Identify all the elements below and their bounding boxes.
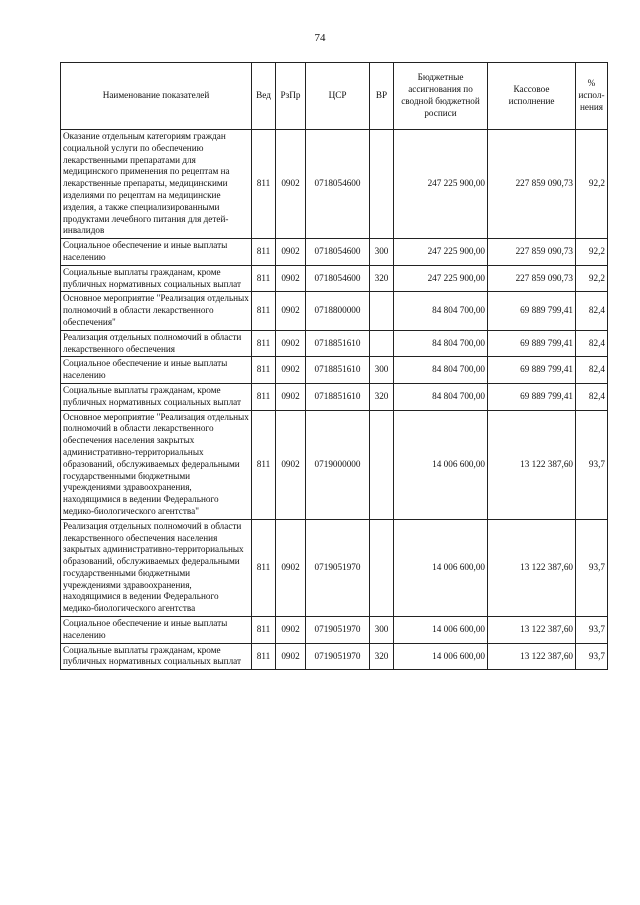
row-csr-cell: 0718851610 — [306, 357, 370, 384]
row-ved-cell: 811 — [252, 292, 276, 330]
row-budget-cell: 84 804 700,00 — [394, 357, 488, 384]
row-pct-cell: 82,4 — [576, 383, 608, 410]
row-vr-cell: 300 — [370, 239, 394, 266]
row-ved-cell: 811 — [252, 239, 276, 266]
row-csr-cell: 0718054600 — [306, 130, 370, 239]
row-name-cell: Социальное обеспечение и иные выплаты населению — [61, 617, 252, 644]
table-row — [61, 643, 608, 670]
row-name-cell: Социальное обеспечение и иные выплаты населению — [61, 357, 252, 384]
table-row — [61, 357, 608, 384]
table-row — [61, 383, 608, 410]
table-row — [61, 239, 608, 266]
row-vr-cell: 320 — [370, 383, 394, 410]
row-csr-cell: 0718054600 — [306, 265, 370, 292]
row-cash-cell: 69 889 799,41 — [488, 330, 576, 357]
row-ved-cell: 811 — [252, 519, 276, 616]
row-vr-cell: 320 — [370, 265, 394, 292]
row-name-cell: Социальные выплаты гражданам, кроме публичных нормативных социальных выплат — [61, 265, 252, 292]
row-csr-cell: 0719000000 — [306, 410, 370, 519]
row-rzpr-cell: 0902 — [276, 410, 306, 519]
table-row — [61, 130, 608, 239]
table-row — [61, 519, 608, 616]
row-cash-cell: 13 122 387,60 — [488, 519, 576, 616]
row-rzpr-cell: 0902 — [276, 519, 306, 616]
row-cash-cell: 13 122 387,60 — [488, 410, 576, 519]
row-ved-cell: 811 — [252, 357, 276, 384]
row-pct-cell: 92,2 — [576, 130, 608, 239]
row-pct-cell: 82,4 — [576, 292, 608, 330]
table-header-row — [61, 63, 608, 130]
row-cash-cell: 69 889 799,41 — [488, 357, 576, 384]
page-number: 74 — [314, 32, 326, 44]
header-rzpr: РзПр — [276, 63, 306, 130]
row-budget-cell: 247 225 900,00 — [394, 239, 488, 266]
budget-execution-table — [60, 62, 608, 670]
row-budget-cell: 247 225 900,00 — [394, 265, 488, 292]
row-vr-cell — [370, 292, 394, 330]
row-rzpr-cell: 0902 — [276, 383, 306, 410]
header-name: Наименование показателей — [61, 63, 252, 130]
row-cash-cell: 227 859 090,73 — [488, 239, 576, 266]
row-rzpr-cell: 0902 — [276, 617, 306, 644]
header-ved: Вед — [252, 63, 276, 130]
row-csr-cell: 0718851610 — [306, 330, 370, 357]
row-rzpr-cell: 0902 — [276, 357, 306, 384]
row-vr-cell — [370, 410, 394, 519]
row-ved-cell: 811 — [252, 643, 276, 670]
header-cash: Кассовое исполнение — [488, 63, 576, 130]
row-name-cell: Реализация отдельных полномочий в области лекарственного обеспечения населения закрытых административно-территориальных образований, обслуживаемых федеральными государственными бюджетными учреждениями здравоохранения, находящимися в ведении Федерального медико-биологического агентства — [61, 519, 252, 616]
row-cash-cell: 227 859 090,73 — [488, 130, 576, 239]
row-name-cell: Социальные выплаты гражданам, кроме публичных нормативных социальных выплат — [61, 643, 252, 670]
row-ved-cell: 811 — [252, 130, 276, 239]
row-ved-cell: 811 — [252, 265, 276, 292]
row-csr-cell: 0719051970 — [306, 519, 370, 616]
row-rzpr-cell: 0902 — [276, 330, 306, 357]
row-vr-cell — [370, 519, 394, 616]
row-vr-cell — [370, 130, 394, 239]
row-pct-cell: 92,2 — [576, 265, 608, 292]
row-pct-cell: 93,7 — [576, 519, 608, 616]
row-csr-cell: 0718054600 — [306, 239, 370, 266]
row-name-cell: Социальное обеспечение и иные выплаты населению — [61, 239, 252, 266]
row-budget-cell: 84 804 700,00 — [394, 292, 488, 330]
row-budget-cell: 14 006 600,00 — [394, 643, 488, 670]
row-pct-cell: 93,7 — [576, 643, 608, 670]
header-pct: % испол-нения — [576, 63, 608, 130]
row-rzpr-cell: 0902 — [276, 265, 306, 292]
row-name-cell: Реализация отдельных полномочий в области лекарственного обеспечения — [61, 330, 252, 357]
row-budget-cell: 14 006 600,00 — [394, 410, 488, 519]
header-csr: ЦСР — [306, 63, 370, 130]
table-row — [61, 330, 608, 357]
table-row — [61, 617, 608, 644]
row-vr-cell — [370, 330, 394, 357]
row-budget-cell: 84 804 700,00 — [394, 383, 488, 410]
row-name-cell: Оказание отдельным категориям граждан социальной услуги по обеспечению лекарственными препаратами для медицинского применения по рецептам на лекарственные препараты, медицинскими изделиями по рецептам на медицинские изделия, а также специализированными продуктами лечебного питания для детей-инвалидов — [61, 130, 252, 239]
row-name-cell: Основное мероприятие "Реализация отдельных полномочий в области лекарственного обеспечения населения закрытых административно-территориальных образований, обслуживаемых федеральными государственными бюджетными учреждениями здравоохранения, находящимися в ведении Федерального медико-биологического агентства" — [61, 410, 252, 519]
row-csr-cell: 0719051970 — [306, 643, 370, 670]
row-cash-cell: 13 122 387,60 — [488, 643, 576, 670]
row-vr-cell: 300 — [370, 357, 394, 384]
row-ved-cell: 811 — [252, 330, 276, 357]
row-budget-cell: 14 006 600,00 — [394, 617, 488, 644]
row-pct-cell: 82,4 — [576, 357, 608, 384]
row-name-cell: Основное мероприятие "Реализация отдельных полномочий в области лекарственного обеспечения" — [61, 292, 252, 330]
row-cash-cell: 69 889 799,41 — [488, 383, 576, 410]
header-vr: ВР — [370, 63, 394, 130]
row-csr-cell: 0719051970 — [306, 617, 370, 644]
row-ved-cell: 811 — [252, 410, 276, 519]
row-pct-cell: 93,7 — [576, 617, 608, 644]
row-rzpr-cell: 0902 — [276, 643, 306, 670]
row-pct-cell: 93,7 — [576, 410, 608, 519]
row-cash-cell: 227 859 090,73 — [488, 265, 576, 292]
row-rzpr-cell: 0902 — [276, 292, 306, 330]
row-pct-cell: 82,4 — [576, 330, 608, 357]
row-cash-cell: 13 122 387,60 — [488, 617, 576, 644]
row-ved-cell: 811 — [252, 383, 276, 410]
row-csr-cell: 0718851610 — [306, 383, 370, 410]
row-ved-cell: 811 — [252, 617, 276, 644]
row-vr-cell: 300 — [370, 617, 394, 644]
table-row — [61, 292, 608, 330]
row-budget-cell: 14 006 600,00 — [394, 519, 488, 616]
row-pct-cell: 92,2 — [576, 239, 608, 266]
row-budget-cell: 247 225 900,00 — [394, 130, 488, 239]
row-rzpr-cell: 0902 — [276, 130, 306, 239]
row-csr-cell: 0718800000 — [306, 292, 370, 330]
row-vr-cell: 320 — [370, 643, 394, 670]
table-row — [61, 265, 608, 292]
header-budget: Бюджетные ассигнования по сводной бюджетной росписи — [394, 63, 488, 130]
row-rzpr-cell: 0902 — [276, 239, 306, 266]
row-name-cell: Социальные выплаты гражданам, кроме публичных нормативных социальных выплат — [61, 383, 252, 410]
table-row — [61, 410, 608, 519]
row-budget-cell: 84 804 700,00 — [394, 330, 488, 357]
row-cash-cell: 69 889 799,41 — [488, 292, 576, 330]
